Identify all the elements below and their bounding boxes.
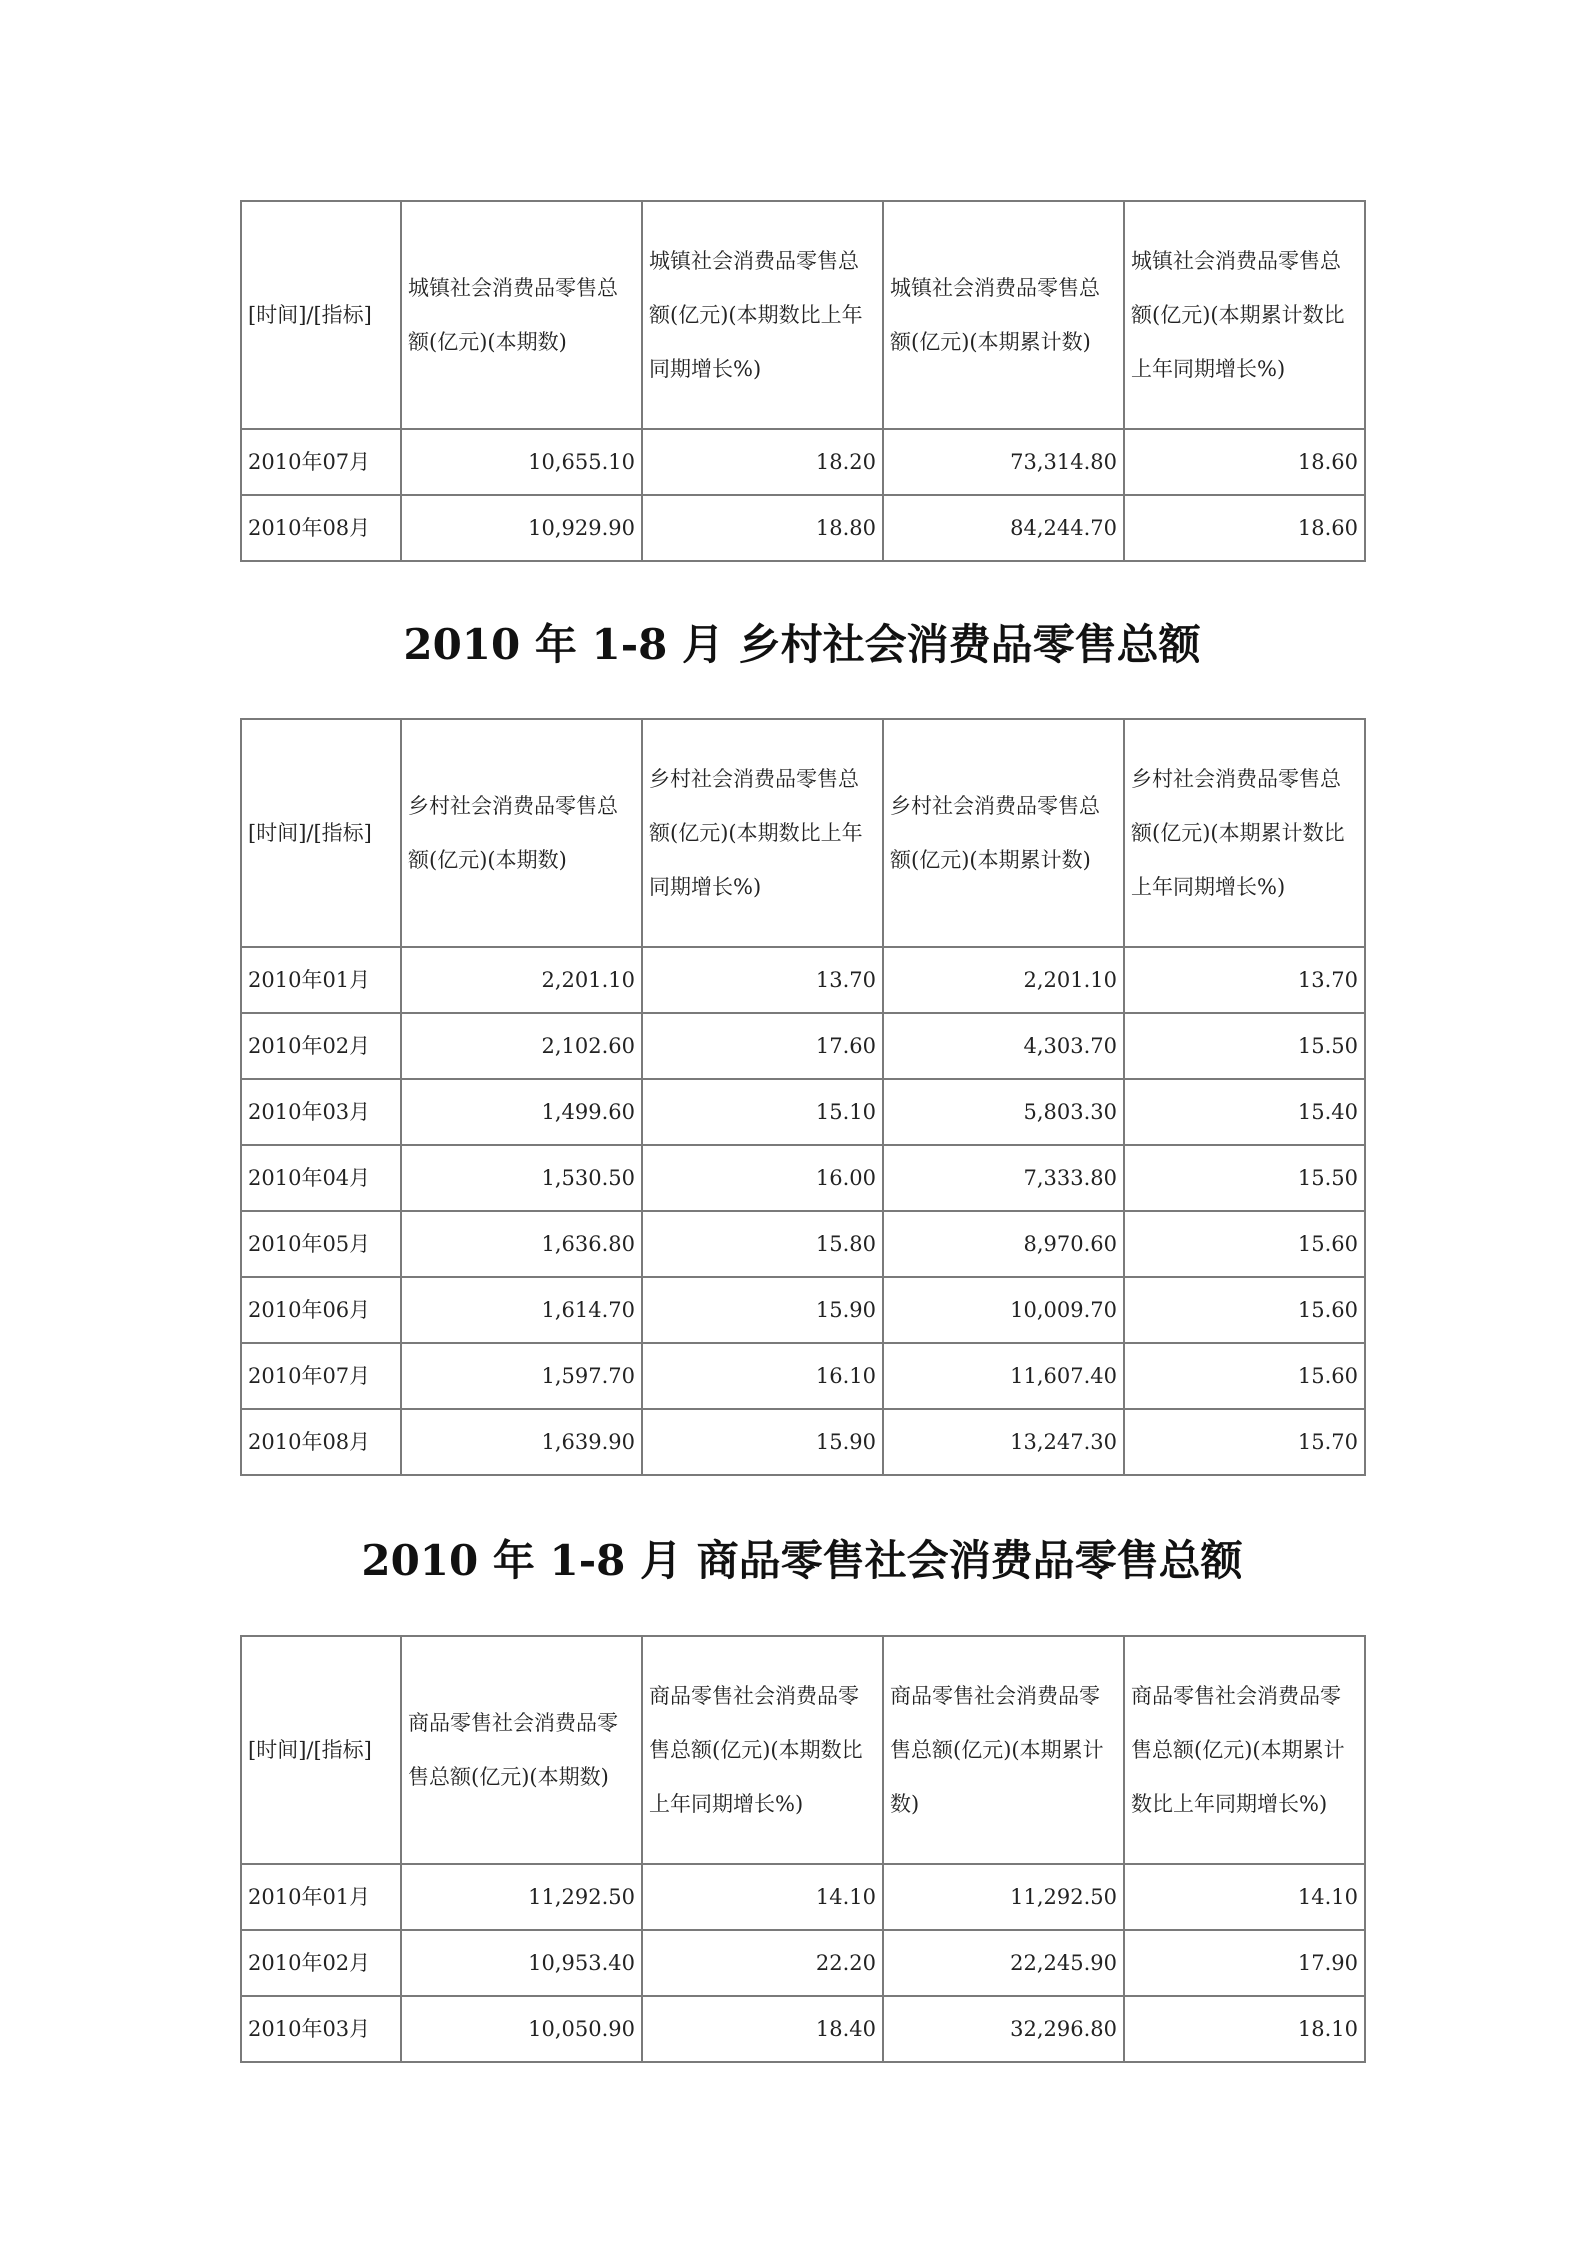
value-cell: 32,296.80 (883, 1996, 1124, 2062)
value-cell: 10,050.90 (401, 1996, 642, 2062)
value-cell: 1,499.60 (401, 1079, 642, 1145)
month-cell: 2010年08月 (241, 1409, 401, 1475)
column-header: 乡村社会消费品零售总额(亿元)(本期累计数比上年同期增长%) (1124, 719, 1365, 947)
commodity-retail-table (240, 1635, 1366, 2063)
value-cell: 15.60 (1124, 1211, 1365, 1277)
value-cell: 1,614.70 (401, 1277, 642, 1343)
value-cell: 10,929.90 (401, 495, 642, 561)
column-header: 城镇社会消费品零售总额(亿元)(本期数比上年同期增长%) (642, 201, 883, 429)
value-cell: 1,639.90 (401, 1409, 642, 1475)
value-cell: 2,201.10 (401, 947, 642, 1013)
table-row (241, 1145, 1365, 1211)
value-cell: 1,597.70 (401, 1343, 642, 1409)
value-cell: 22.20 (642, 1930, 883, 1996)
month-cell: 2010年02月 (241, 1013, 401, 1079)
table-row (241, 1409, 1365, 1475)
value-cell: 15.90 (642, 1409, 883, 1475)
table-row (241, 495, 1365, 561)
column-header: [时间]/[指标] (241, 719, 401, 947)
value-cell: 22,245.90 (883, 1930, 1124, 1996)
value-cell: 18.60 (1124, 429, 1365, 495)
value-cell: 15.60 (1124, 1277, 1365, 1343)
month-cell: 2010年04月 (241, 1145, 401, 1211)
header-row (241, 719, 1365, 947)
value-cell: 18.20 (642, 429, 883, 495)
value-cell: 10,009.70 (883, 1277, 1124, 1343)
value-cell: 2,102.60 (401, 1013, 642, 1079)
value-cell: 11,292.50 (883, 1864, 1124, 1930)
value-cell: 18.80 (642, 495, 883, 561)
rural-retail-title: 2010 年 1-8 月 乡村社会消费品零售总额 (403, 620, 1201, 669)
table-row (241, 1277, 1365, 1343)
month-cell: 2010年08月 (241, 495, 401, 561)
value-cell: 15.80 (642, 1211, 883, 1277)
month-cell: 2010年05月 (241, 1211, 401, 1277)
table-row (241, 429, 1365, 495)
value-cell: 18.40 (642, 1996, 883, 2062)
table-row (241, 1013, 1365, 1079)
commodity-retail-title: 2010 年 1-8 月 商品零售社会消费品零售总额 (361, 1536, 1243, 1585)
value-cell: 11,292.50 (401, 1864, 642, 1930)
table-row (241, 947, 1365, 1013)
value-cell: 73,314.80 (883, 429, 1124, 495)
month-cell: 2010年02月 (241, 1930, 401, 1996)
value-cell: 1,636.80 (401, 1211, 642, 1277)
value-cell: 17.60 (642, 1013, 883, 1079)
value-cell: 15.50 (1124, 1013, 1365, 1079)
column-header: 城镇社会消费品零售总额(亿元)(本期数) (401, 201, 642, 429)
table-row (241, 1211, 1365, 1277)
header-row (241, 201, 1365, 429)
table-row (241, 1864, 1365, 1930)
month-cell: 2010年03月 (241, 1079, 401, 1145)
value-cell: 13,247.30 (883, 1409, 1124, 1475)
value-cell: 16.10 (642, 1343, 883, 1409)
column-header: [时间]/[指标] (241, 1636, 401, 1864)
value-cell: 15.50 (1124, 1145, 1365, 1211)
column-header: 商品零售社会消费品零售总额(亿元)(本期数比上年同期增长%) (642, 1636, 883, 1864)
table-row (241, 1930, 1365, 1996)
month-cell: 2010年07月 (241, 429, 401, 495)
rural-retail-table (240, 718, 1366, 1476)
value-cell: 8,970.60 (883, 1211, 1124, 1277)
column-header: 乡村社会消费品零售总额(亿元)(本期数比上年同期增长%) (642, 719, 883, 947)
column-header: 城镇社会消费品零售总额(亿元)(本期累计数比上年同期增长%) (1124, 201, 1365, 429)
value-cell: 10,655.10 (401, 429, 642, 495)
value-cell: 16.00 (642, 1145, 883, 1211)
value-cell: 15.90 (642, 1277, 883, 1343)
value-cell: 17.90 (1124, 1930, 1365, 1996)
table-row (241, 1079, 1365, 1145)
value-cell: 5,803.30 (883, 1079, 1124, 1145)
value-cell: 14.10 (1124, 1864, 1365, 1930)
month-cell: 2010年03月 (241, 1996, 401, 2062)
value-cell: 2,201.10 (883, 947, 1124, 1013)
value-cell: 15.60 (1124, 1343, 1365, 1409)
column-header: 城镇社会消费品零售总额(亿元)(本期累计数) (883, 201, 1124, 429)
value-cell: 13.70 (1124, 947, 1365, 1013)
column-header: 乡村社会消费品零售总额(亿元)(本期累计数) (883, 719, 1124, 947)
value-cell: 84,244.70 (883, 495, 1124, 561)
table-row (241, 1343, 1365, 1409)
column-header: 商品零售社会消费品零售总额(亿元)(本期累计数比上年同期增长%) (1124, 1636, 1365, 1864)
value-cell: 15.70 (1124, 1409, 1365, 1475)
value-cell: 7,333.80 (883, 1145, 1124, 1211)
value-cell: 11,607.40 (883, 1343, 1124, 1409)
value-cell: 4,303.70 (883, 1013, 1124, 1079)
month-cell: 2010年06月 (241, 1277, 401, 1343)
urban-retail-table (240, 200, 1366, 562)
column-header: 商品零售社会消费品零售总额(亿元)(本期数) (401, 1636, 642, 1864)
column-header: [时间]/[指标] (241, 201, 401, 429)
value-cell: 1,530.50 (401, 1145, 642, 1211)
value-cell: 14.10 (642, 1864, 883, 1930)
value-cell: 13.70 (642, 947, 883, 1013)
value-cell: 18.60 (1124, 495, 1365, 561)
header-row (241, 1636, 1365, 1864)
month-cell: 2010年01月 (241, 947, 401, 1013)
month-cell: 2010年07月 (241, 1343, 401, 1409)
value-cell: 18.10 (1124, 1996, 1365, 2062)
column-header: 商品零售社会消费品零售总额(亿元)(本期累计数) (883, 1636, 1124, 1864)
value-cell: 10,953.40 (401, 1930, 642, 1996)
table-row (241, 1996, 1365, 2062)
value-cell: 15.40 (1124, 1079, 1365, 1145)
month-cell: 2010年01月 (241, 1864, 401, 1930)
column-header: 乡村社会消费品零售总额(亿元)(本期数) (401, 719, 642, 947)
value-cell: 15.10 (642, 1079, 883, 1145)
